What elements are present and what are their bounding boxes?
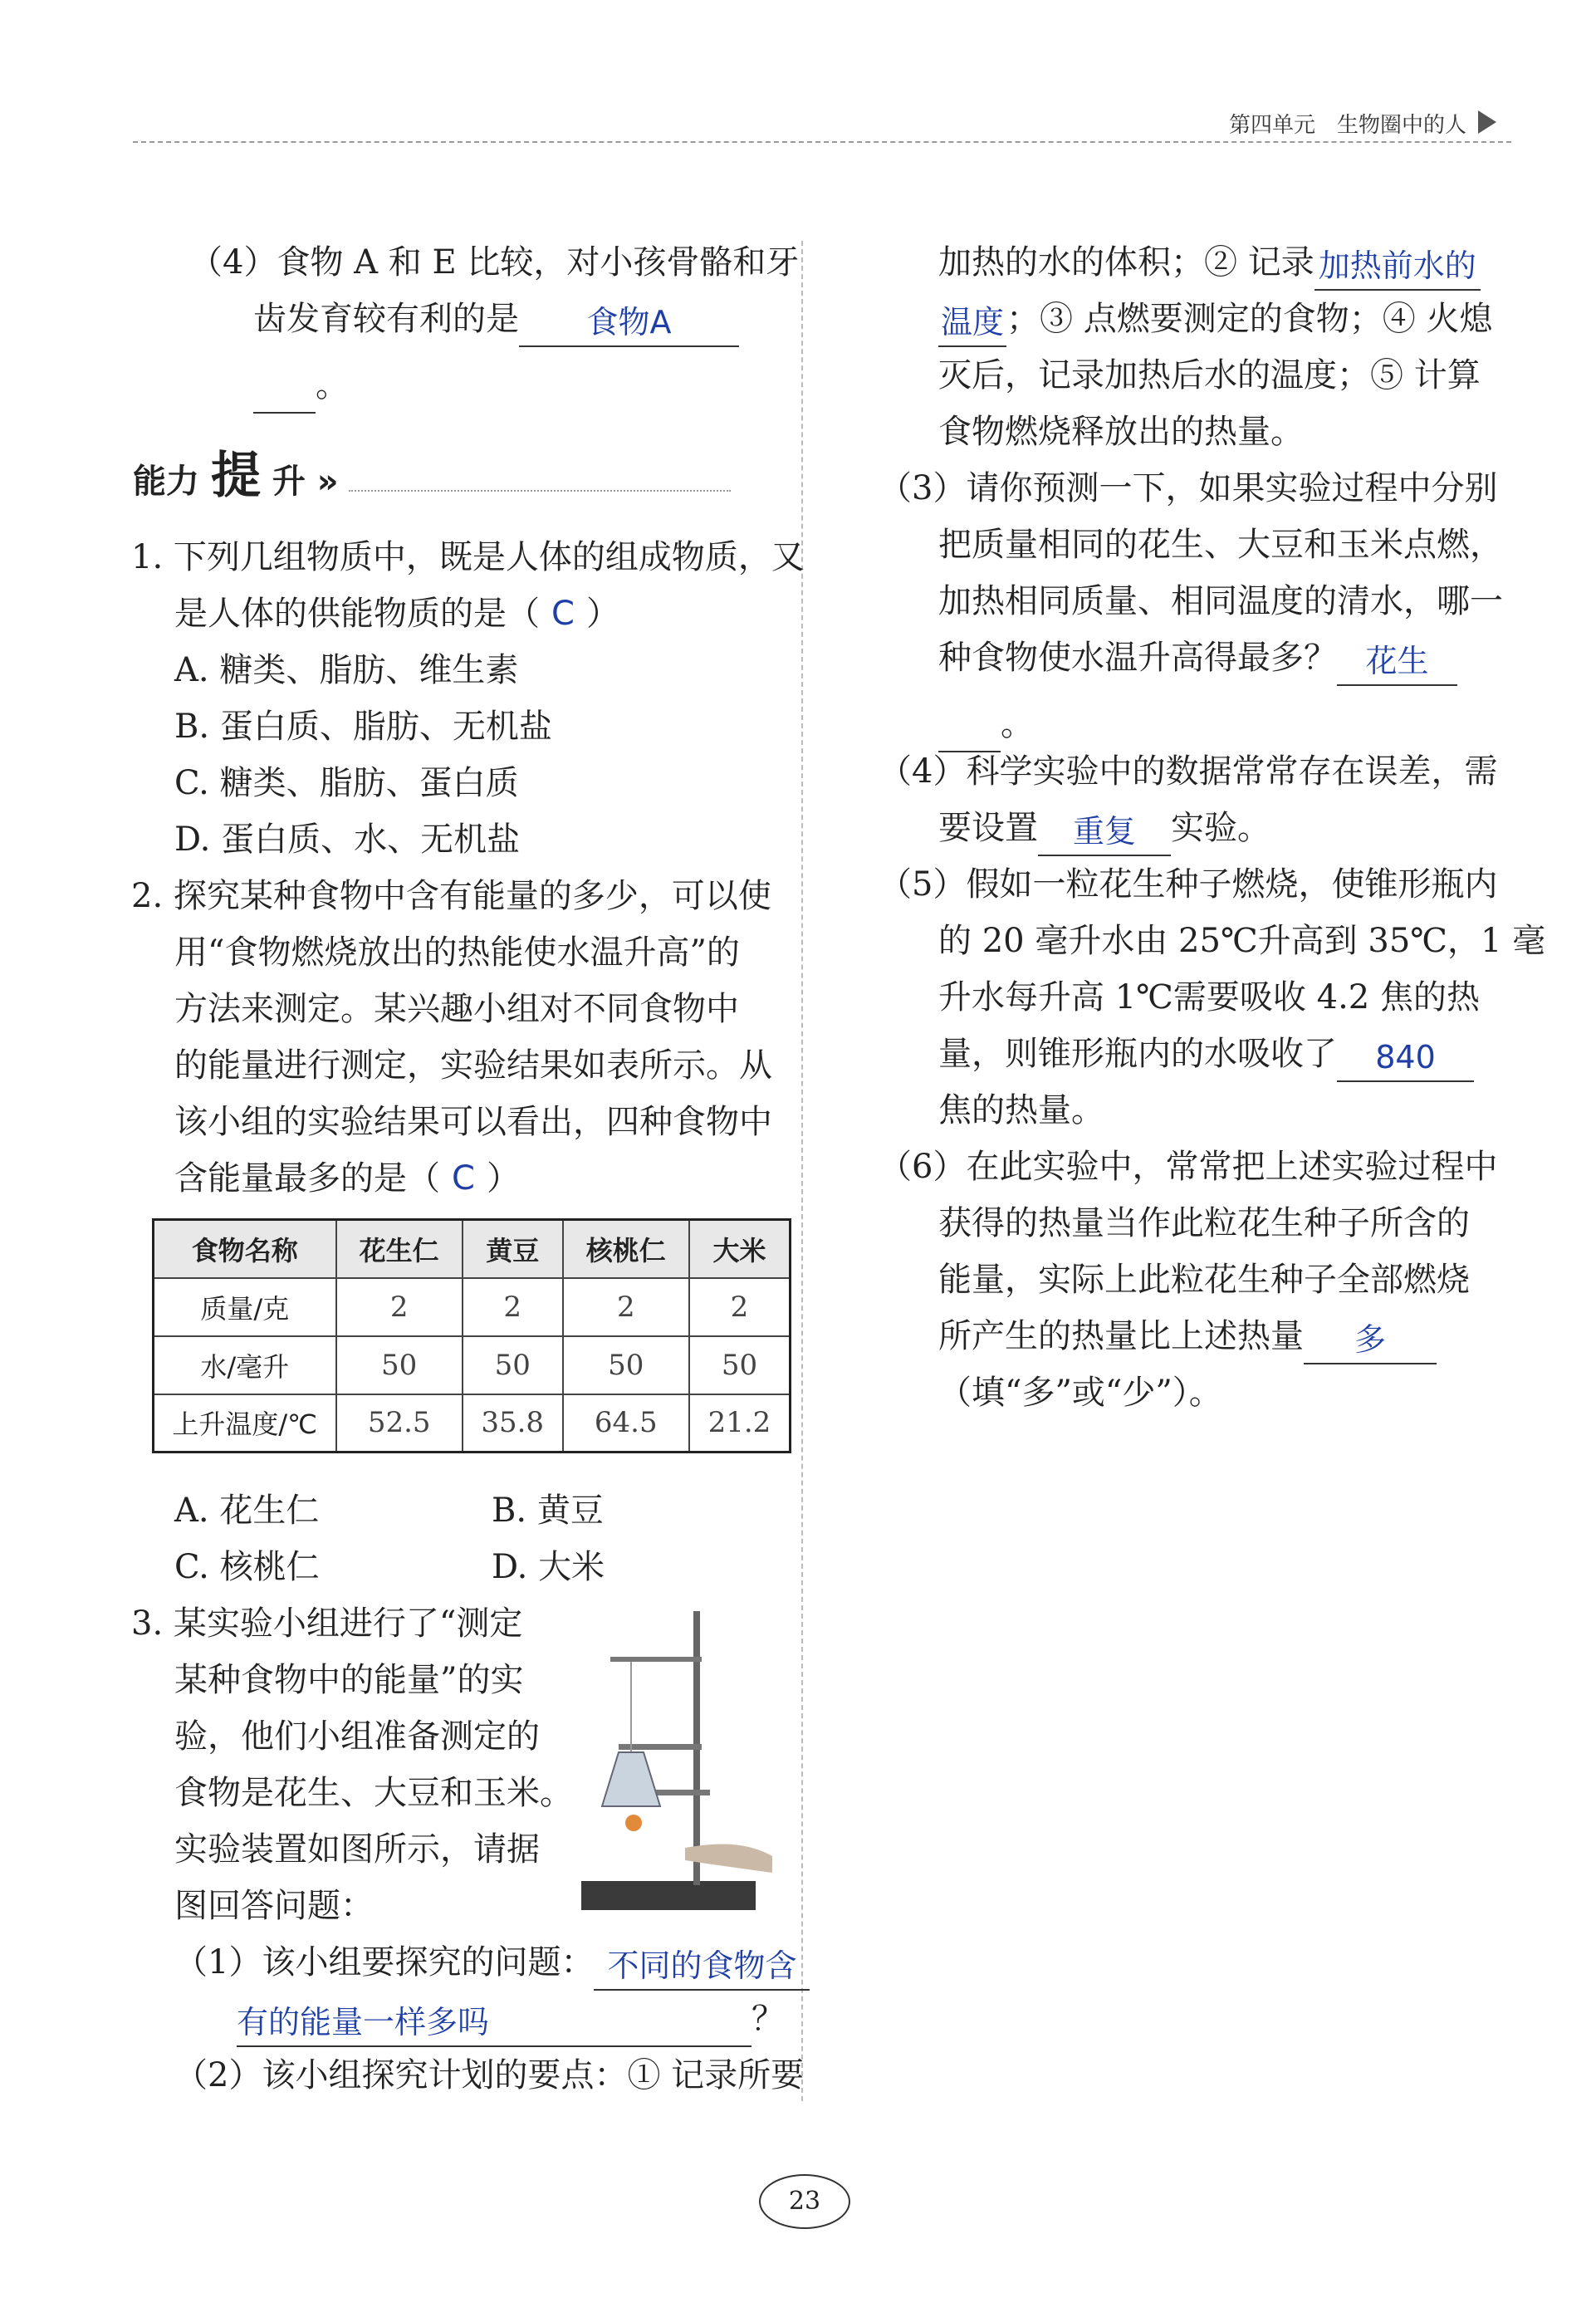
q2-line3: 方法来测定。某兴趣小组对不同食物中	[174, 990, 739, 1028]
s3-answer-blank[interactable]	[1337, 639, 1457, 686]
r-answer-1: 加热前水的	[1318, 247, 1476, 284]
s6-line3: 能量，实际上此粒花生种子全部燃烧	[938, 1261, 1470, 1299]
q2-line2: 用“食物燃烧放出的热能使水温升高”的	[174, 933, 740, 972]
q4-line2: 齿发育较有利的是 食物A	[253, 291, 739, 347]
q2-option-d[interactable]: D. 大米	[492, 1548, 605, 1586]
flame	[625, 1815, 642, 1831]
s5-line4: 量，则锥形瓶内的水吸收了 840	[938, 1026, 1474, 1082]
q3-sub1-blank2[interactable]	[237, 2001, 751, 2047]
right-line4: 食物燃烧释放出的热量。	[938, 413, 1304, 451]
page-number: 23	[759, 2174, 850, 2229]
s5-line3: 升水每升高 1℃需要吸收 4.2 焦的热	[938, 978, 1480, 1016]
s6-line2: 获得的热量当作此粒花生种子所含的	[938, 1204, 1470, 1242]
q1-option-b[interactable]: B. 蛋白质、脂肪、无机盐	[174, 708, 552, 746]
s5-line1: （5）假如一粒花生种子燃烧，使锥形瓶内	[879, 865, 1498, 904]
table-cell: 50	[689, 1336, 791, 1394]
q3-sub1-answer-2: 有的能量一样多吗	[237, 2004, 490, 2040]
table-header-cell: 食物名称	[154, 1220, 336, 1278]
table-cell: 2	[563, 1278, 689, 1336]
q3-line6: 图回答问题：	[174, 1887, 374, 1925]
table-cell: 50	[336, 1336, 463, 1394]
section-divider	[349, 490, 731, 492]
s3-line4: 种食物使水温升高得最多？ 花生	[938, 629, 1457, 686]
q3-sub1-answer-1: 不同的食物含	[607, 1947, 797, 1984]
s3-line1: （3）请你预测一下，如果实验过程中分别	[879, 469, 1498, 507]
s3-answer: 花生	[1365, 643, 1429, 679]
q1-option-d[interactable]: D. 蛋白质、水、无机盐	[174, 821, 521, 859]
q4-line3: 。	[253, 357, 349, 414]
q2-answer: C	[452, 1159, 475, 1198]
header-arrow-icon	[1478, 110, 1496, 134]
table-row	[154, 1394, 791, 1452]
r-answer-blank-1[interactable]	[1314, 244, 1481, 291]
s3-line5: 。	[938, 696, 1034, 752]
table-cell: 水/毫升	[154, 1336, 336, 1394]
s6-line4: 所产生的热量比上述热量 多	[938, 1308, 1437, 1364]
s5-answer-blank[interactable]	[1337, 1036, 1474, 1082]
s5-answer: 840	[1375, 1039, 1436, 1075]
s3-line2: 把质量相同的花生、大豆和玉米点燃，	[938, 526, 1503, 564]
q1-answer: C	[551, 595, 575, 633]
unit-header: 第四单元 生物圈中的人	[1229, 113, 1467, 138]
table-cell: 50	[463, 1336, 563, 1394]
header-divider	[133, 141, 1511, 143]
table-cell: 35.8	[463, 1394, 563, 1452]
q3-sub1-line2: 有的能量一样多吗 ？	[237, 1991, 785, 2047]
q4-line1: （4）食物 A 和 E 比较，对小孩骨骼和牙	[189, 243, 800, 282]
q3-sub1-line1: （1）该小组要探究的问题： 不同的食物含	[174, 1934, 810, 1991]
experiment-apparatus-image	[569, 1607, 776, 1923]
s4-answer-blank[interactable]	[1038, 810, 1171, 856]
q1-option-a[interactable]: A. 糖类、脂肪、维生素	[174, 651, 519, 689]
table-header-row	[154, 1220, 791, 1278]
table-header-cell: 核桃仁	[563, 1220, 689, 1278]
conical-flask	[602, 1752, 660, 1806]
q1-line2: 是人体的供能物质的是（ C ）	[174, 595, 619, 633]
q2-line5: 该小组的实验结果可以看出，四种食物中	[174, 1103, 772, 1141]
table-cell: 2	[463, 1278, 563, 1336]
q4-answer-blank[interactable]	[519, 301, 739, 347]
clamp-top	[610, 1657, 702, 1662]
q2-option-a[interactable]: A. 花生仁	[174, 1492, 320, 1530]
stand-base	[581, 1881, 756, 1910]
right-line2: 温度；③ 点燃要测定的食物；④ 火熄	[938, 291, 1492, 347]
q3-sub2-line1: （2）该小组探究计划的要点：① 记录所要	[174, 2056, 805, 2094]
s6-line1: （6）在此实验中，常常把上述实验过程中	[879, 1148, 1498, 1186]
table-row	[154, 1278, 791, 1336]
table-row	[154, 1336, 791, 1394]
q3-line3: 验，他们小组准备测定的	[174, 1717, 540, 1756]
q4-answer-blank-cont	[253, 367, 316, 414]
right-line1: 加热的水的体积；② 记录 加热前水的	[938, 234, 1481, 291]
table-cell: 2	[689, 1278, 791, 1336]
r-answer-2: 温度	[940, 304, 1004, 340]
s4-line1: （4）科学实验中的数据常常存在误差，需	[879, 752, 1498, 791]
s4-answer: 重复	[1072, 813, 1136, 850]
s4-line2: 要设置 重复 实验。	[938, 800, 1270, 856]
q1-line1: 1. 下列几组物质中，既是人体的组成物质，又	[131, 538, 805, 576]
section-title: 能力 提 升 »	[133, 447, 339, 505]
table-header-cell: 黄豆	[463, 1220, 563, 1278]
s5-line2: 的 20 毫升水由 25℃升高到 35℃，1 毫	[938, 922, 1546, 960]
q3-sub1-blank1[interactable]	[594, 1944, 810, 1991]
q2-option-b[interactable]: B. 黄豆	[492, 1492, 604, 1530]
column-divider	[801, 241, 803, 2101]
right-line3: 灭后，记录加热后水的温度；⑤ 计算	[938, 356, 1481, 394]
table-header-cell: 大米	[689, 1220, 791, 1278]
s6-answer-blank[interactable]	[1304, 1318, 1437, 1364]
s6-line5: （填“多”或“少”）。	[938, 1374, 1222, 1412]
table-cell: 52.5	[336, 1394, 463, 1452]
q2-line4: 的能量进行测定，实验结果如表所示。从	[174, 1046, 772, 1085]
table-cell: 质量/克	[154, 1278, 336, 1336]
r-answer-blank-2[interactable]	[938, 301, 1006, 347]
q3-line4: 食物是花生、大豆和玉米。	[174, 1774, 573, 1812]
table-cell: 2	[336, 1278, 463, 1336]
s5-line5: 焦的热量。	[938, 1091, 1104, 1129]
q3-line5: 实验装置如图所示，请据	[174, 1830, 540, 1869]
s3-line3: 加热相同质量、相同温度的清水，哪一	[938, 582, 1503, 620]
q4-answer: 食物A	[586, 304, 672, 340]
table-cell: 21.2	[689, 1394, 791, 1452]
q2-option-c[interactable]: C. 核桃仁	[174, 1548, 320, 1586]
q3-line1: 3. 某实验小组进行了“测定	[131, 1604, 523, 1643]
q2-line6: 含能量最多的是（ C ）	[174, 1159, 520, 1198]
table-cell: 50	[563, 1336, 689, 1394]
q2-line1: 2. 探究某种食物中含有能量的多少，可以使	[131, 877, 771, 915]
s6-answer: 多	[1354, 1321, 1386, 1358]
q3-line2: 某种食物中的能量”的实	[174, 1661, 524, 1699]
food-energy-table	[152, 1218, 791, 1453]
q1-option-c[interactable]: C. 糖类、脂肪、蛋白质	[174, 764, 519, 802]
table-cell: 上升温度/℃	[154, 1394, 336, 1452]
table-header-cell: 花生仁	[336, 1220, 463, 1278]
table-cell: 64.5	[563, 1394, 689, 1452]
